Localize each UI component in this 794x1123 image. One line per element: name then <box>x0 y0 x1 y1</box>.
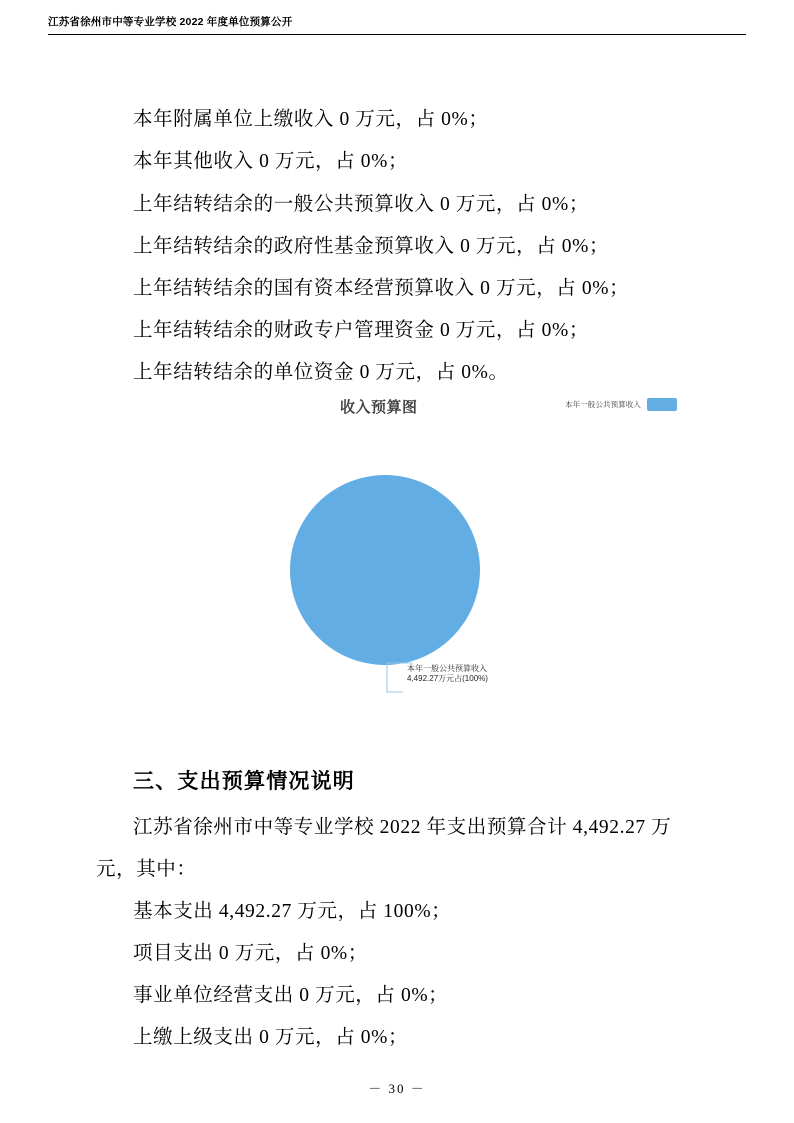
pie-data-label-callout <box>381 662 611 702</box>
expenditure-intro-line-1: 江苏省徐州市中等专业学校 2022 年支出预算合计 4,492.27 万 <box>133 817 672 838</box>
chart-legend <box>565 398 677 411</box>
chart-title: 收入预算图 <box>340 399 418 416</box>
pie-data-label-text <box>407 664 488 684</box>
income-line-7: 上年结转结余的单位资金 0 万元，占 0%。 <box>133 362 509 383</box>
expenditure-line-3: 事业单位经营支出 0 万元，占 0%； <box>133 985 449 1006</box>
expenditure-line-2: 项目支出 0 万元，占 0%； <box>133 943 368 964</box>
income-line-4: 上年结转结余的政府性基金预算收入 0 万元，占 0%； <box>133 236 610 257</box>
page-number-footer: － 30 － <box>368 1081 426 1096</box>
pie-wrapper <box>290 475 480 665</box>
expenditure-line-4: 上缴上级支出 0 万元，占 0%； <box>133 1027 409 1048</box>
legend-item-label: 本年一般公共预算收入 <box>565 400 641 409</box>
income-line-3: 上年结转结余的一般公共预算收入 0 万元，占 0%； <box>133 194 589 215</box>
income-line-1: 本年附属单位上缴收入 0 万元，占 0%； <box>133 109 489 130</box>
expenditure-intro-line-2: 元，其中： <box>96 859 197 880</box>
pie-data-label-line2: 4,492.27万元占(100%) <box>407 674 488 683</box>
income-line-5: 上年结转结余的国有资本经营预算收入 0 万元，占 0%； <box>133 278 630 299</box>
income-line-6: 上年结转结余的财政专户管理资金 0 万元，占 0%； <box>133 320 589 341</box>
section-heading-expenditure: 三、支出预算情况说明 <box>133 769 355 793</box>
pie-data-label-line1: 本年一般公共预算收入 <box>407 664 487 673</box>
income-budget-pie-chart <box>133 390 733 720</box>
pie-slice-general-public-budget-income <box>290 475 480 665</box>
running-header-title: 江苏省徐州市中等专业学校 2022 年度单位预算公开 <box>48 16 293 28</box>
expenditure-line-1: 基本支出 4,492.27 万元，占 100%； <box>133 901 452 922</box>
income-line-2: 本年其他收入 0 万元，占 0%； <box>133 151 409 172</box>
page-running-header <box>48 14 746 35</box>
legend-color-swatch <box>647 398 677 411</box>
